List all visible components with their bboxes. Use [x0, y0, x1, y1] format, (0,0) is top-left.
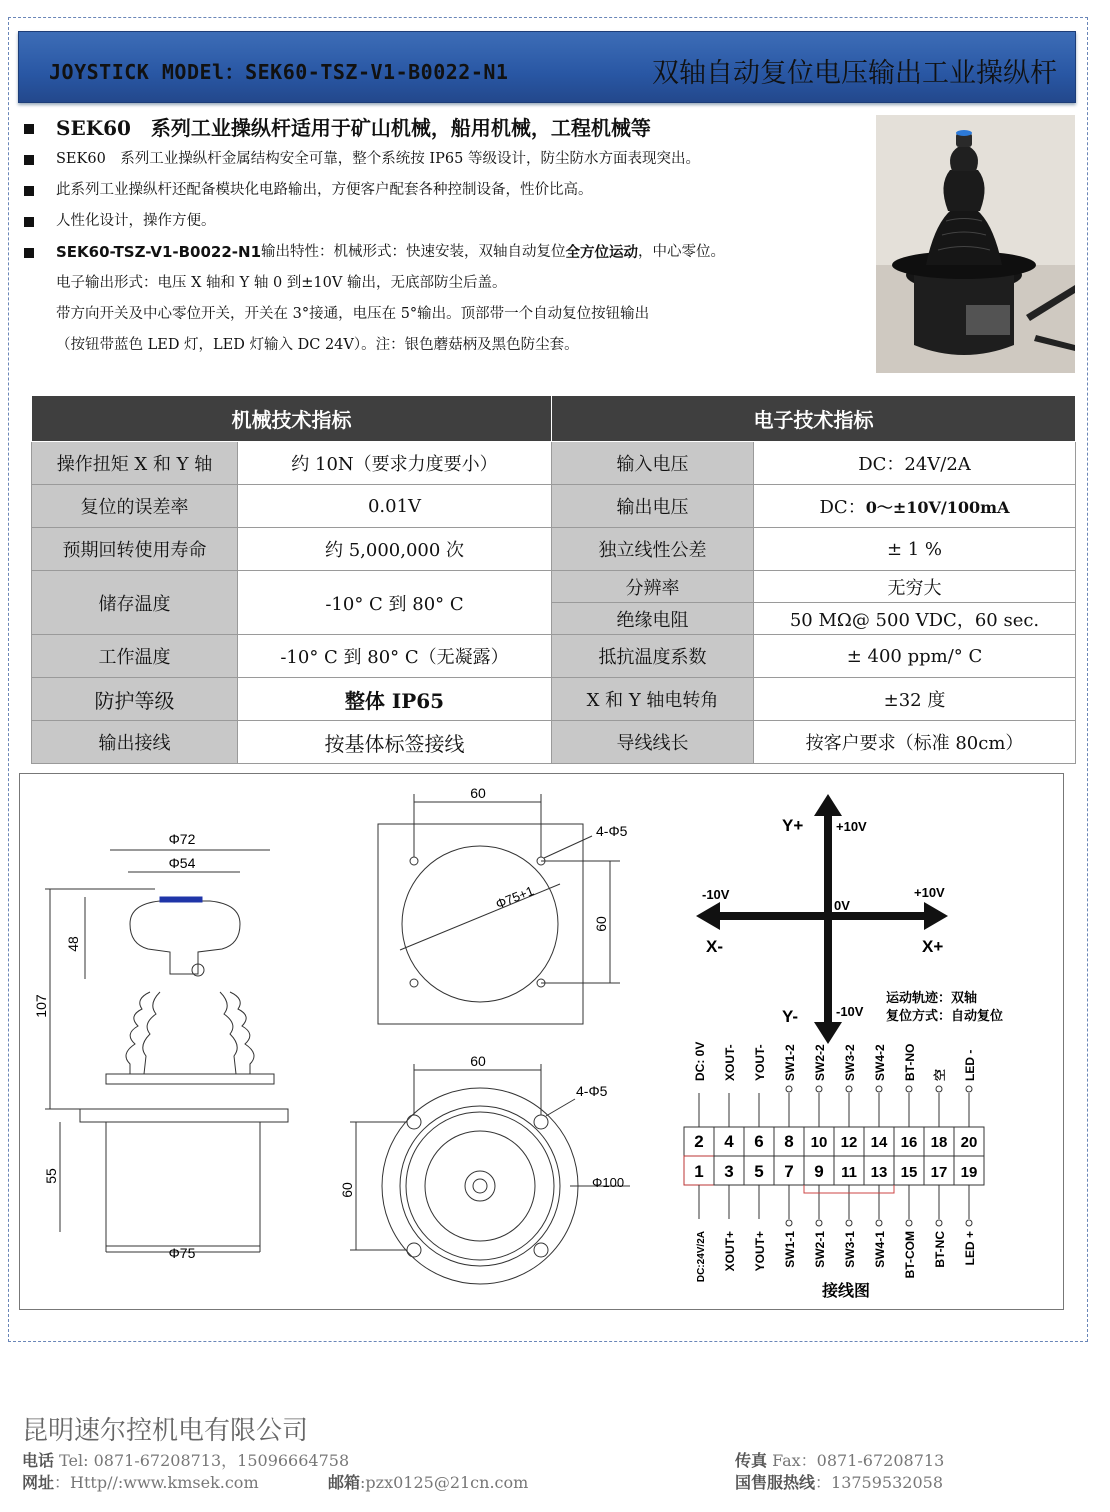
elec-value: 无穷大: [754, 571, 1076, 603]
axis-xplus-v: +10V: [914, 885, 945, 900]
terminal-node: [846, 1086, 852, 1092]
motion-label: 运动轨迹：双轴: [886, 990, 978, 1005]
mech-label: 操作扭矩 X 和 Y 轴: [32, 442, 238, 485]
model-inline: SEK60-TSZ-V1-B0022-N1: [56, 243, 262, 261]
company-name: 昆明速尔控机电有限公司: [22, 1416, 309, 1446]
mech-label: 储存温度: [32, 571, 238, 635]
detail-line-1: 电子输出形式：电压 X 轴和 Y 轴 0 到±10V 输出，无底部防尘后盖。: [56, 275, 507, 291]
table-row: [32, 485, 1076, 528]
table-row: [32, 678, 1076, 721]
axis-yminus: Y-: [782, 1007, 799, 1026]
wire-label-bottom: XOUT+: [723, 1231, 737, 1272]
wire-label-top: DC: 0V: [693, 1041, 707, 1081]
bullet-5: SEK60-TSZ-V1-B0022-N1 输出特性：机械形式：快速安装，双轴自动复位 全方位运动 ，中心零位。: [20, 237, 865, 268]
wire-label-bottom: SW1-1: [783, 1231, 797, 1268]
terminal-pin-bottom: 19: [960, 1164, 978, 1181]
elec-value: ± 400 ppm/° C: [754, 635, 1076, 678]
terminal-node: [876, 1220, 882, 1226]
product-photo: [876, 115, 1075, 373]
product-title: 双轴自动复位电压输出工业操纵杆: [652, 58, 1057, 89]
wire-label-bottom: SW3-1: [843, 1231, 857, 1268]
wiring-terminal-block: [684, 1042, 984, 1282]
dim-h60-top: 60: [593, 916, 609, 932]
terminal-pin-top: 4: [724, 1132, 734, 1151]
dim-d54: Φ54: [168, 855, 196, 871]
terminal-pin-bottom: 13: [870, 1164, 888, 1181]
footer-email[interactable]: 邮箱:pzx0125@21cn.com: [328, 1473, 529, 1492]
wire-label-bottom: SW4-1: [873, 1231, 887, 1268]
bullet-square-icon: [24, 155, 34, 165]
wire-label-bottom: DC:24V/2A: [696, 1231, 707, 1283]
dim-holes-top: 4-Φ5: [596, 823, 628, 839]
elec-label: 分辨率: [552, 571, 754, 603]
footer-phone: 电话 Tel: 0871-67208713，15096664758: [22, 1451, 350, 1470]
terminal-pin-top: 10: [810, 1134, 828, 1151]
elec-label: 输出电压: [552, 485, 754, 528]
terminal-pin-bottom: 3: [724, 1162, 734, 1181]
elec-label: 导线线长: [552, 721, 754, 764]
terminal-pin-bottom: 15: [900, 1164, 918, 1181]
mech-spec-header: 机械技术指标: [32, 396, 552, 442]
dim-w60-top: 60: [470, 785, 486, 801]
elec-label: 输入电压: [552, 442, 754, 485]
terminal-pin-bottom: 17: [930, 1164, 948, 1181]
elec-label: 绝缘电阻: [552, 603, 754, 635]
dim-w60-bottom: 60: [470, 1053, 486, 1069]
elec-value: DC：24V/2A: [754, 442, 1076, 485]
footer-website[interactable]: 网址：Http//:www.kmsek.com: [22, 1473, 259, 1492]
technical-drawing-panel: [19, 773, 1064, 1310]
dim-d72: Φ72: [168, 831, 196, 847]
axis-diagram: [696, 794, 948, 1044]
wiring-caption: 接线图: [821, 1283, 871, 1300]
axis-yplus-v: +10V: [836, 819, 867, 834]
wire-label-bottom: YOUT+: [753, 1231, 767, 1272]
mech-label: 复位的误差率: [32, 485, 238, 528]
terminal-node: [936, 1086, 942, 1092]
mech-value: 整体 IP65: [238, 678, 552, 721]
terminal-node: [816, 1220, 822, 1226]
mech-value: -10° C 到 80° C（无凝露）: [238, 635, 552, 678]
bullet-4: 人性化设计，操作方便。: [20, 206, 865, 237]
table-row: [32, 571, 1076, 603]
elec-value: DC：0～±10V/100mA: [754, 485, 1076, 528]
technical-drawing: [20, 774, 1065, 1311]
mech-value: 约 10N（要求力度要小）: [238, 442, 552, 485]
elec-value: ±32 度: [754, 678, 1076, 721]
dim-d75-top: Φ75+1: [493, 883, 536, 912]
terminal-pin-bottom: 5: [754, 1162, 764, 1181]
detail-line-2: 带方向开关及中心零位开关，开关在 3°接通，电压在 5°输出。顶部带一个自动复位按钮输出: [56, 306, 650, 322]
footer-hotline: 国售服热线：13759532058: [735, 1473, 943, 1492]
detail-line-3: （按钮带蓝色 LED 灯，LED 灯输入 DC 24V）。注：银色蘑菇柄及黑色防尘套。: [56, 337, 579, 353]
terminal-pin-top: 2: [694, 1132, 704, 1151]
terminal-pin-top: 20: [960, 1134, 978, 1151]
joystick-photo-illustration: [876, 115, 1075, 373]
terminal-node: [816, 1086, 822, 1092]
terminal-node: [936, 1220, 942, 1226]
wire-label-top: XOUT-: [723, 1044, 737, 1081]
wire-label-bottom: SW2-1: [813, 1231, 827, 1268]
dim-d75-side: Φ75: [168, 1245, 196, 1261]
wire-label-top: LED -: [963, 1049, 977, 1081]
mech-label: 输出接线: [32, 721, 238, 764]
elec-label: 独立线性公差: [552, 528, 754, 571]
terminal-node: [786, 1086, 792, 1092]
terminal-node: [966, 1220, 972, 1226]
axis-xplus: X+: [922, 937, 944, 956]
mech-value: -10° C 到 80° C: [238, 571, 552, 635]
elec-label: X 和 Y 轴电转角: [552, 678, 754, 721]
dim-h55: 55: [43, 1168, 59, 1184]
terminal-pin-top: 16: [900, 1134, 918, 1151]
elec-value: ± 1 %: [754, 528, 1076, 571]
spec-table: [31, 395, 1076, 764]
wire-label-top: BT-NO: [903, 1043, 917, 1081]
terminal-pin-bottom: 7: [784, 1162, 794, 1181]
terminal-pin-top: 14: [870, 1134, 888, 1151]
bullet-2: SEK60 系列工业操纵杆金属结构安全可靠，整个系统按 IP65 等级设计，防尘防水方面表现突出。: [20, 144, 865, 175]
axis-xminus-v: -10V: [702, 887, 730, 902]
mech-label: 预期回转使用寿命: [32, 528, 238, 571]
terminal-node: [846, 1220, 852, 1226]
axis-xminus: X-: [706, 937, 723, 956]
table-row: [32, 635, 1076, 678]
table-row: [32, 721, 1076, 764]
terminal-pin-bottom: 9: [814, 1162, 824, 1181]
dim-h60-bottom: 60: [339, 1182, 355, 1198]
bullet-3: 此系列工业操纵杆还配备模块化电路输出，方便客户配套各种控制设备，性价比高。: [20, 175, 865, 206]
terminal-pin-bottom: 11: [841, 1164, 857, 1181]
mech-label: 防护等级: [32, 678, 238, 721]
table-row: [32, 442, 1076, 485]
terminal-node: [906, 1086, 912, 1092]
table-row: [32, 528, 1076, 571]
bullet-square-icon: [24, 248, 34, 258]
dim-d100: Φ100: [592, 1175, 625, 1190]
intro-bullets: [20, 113, 865, 361]
elec-value: 50 MΩ@ 500 VDC，60 sec.: [754, 603, 1076, 635]
wire-label-top: YOUT-: [753, 1044, 767, 1081]
terminal-node: [786, 1220, 792, 1226]
title-banner: [18, 31, 1076, 103]
terminal-node: [906, 1220, 912, 1226]
terminal-pin-top: 12: [840, 1134, 858, 1151]
terminal-pin-bottom: 1: [694, 1162, 704, 1181]
axis-zero: 0V: [834, 898, 850, 913]
model-number: JOYSTICK MODEl：SEK60-TSZ-V1-B0022-N1: [49, 60, 509, 84]
wire-label-bottom: LED +: [963, 1231, 977, 1266]
wire-label-top: SW3-2: [843, 1044, 857, 1081]
bullet-square-icon: [24, 124, 34, 134]
terminal-pin-top: 18: [930, 1134, 948, 1151]
wire-label-bottom: BT-NC: [933, 1231, 947, 1268]
elec-label: 抵抗温度系数: [552, 635, 754, 678]
mech-value: 0.01V: [238, 485, 552, 528]
bullet-1: SEK60 系列工业操纵杆适用于矿山机械，船用机械，工程机械等: [20, 113, 865, 144]
footer-fax: 传真 Fax：0871-67208713: [735, 1451, 945, 1470]
terminal-pin-top: 6: [754, 1132, 764, 1151]
terminal-node: [876, 1086, 882, 1092]
bullet-square-icon: [24, 186, 34, 196]
axis-yplus: Y+: [782, 816, 804, 835]
wire-label-top: SW1-2: [783, 1044, 797, 1081]
terminal-node: [966, 1086, 972, 1092]
dim-h107: 107: [33, 994, 49, 1018]
mech-value: 约 5,000,000 次: [238, 528, 552, 571]
reset-label: 复位方式：自动复位: [886, 1008, 1004, 1023]
terminal-pin-top: 8: [784, 1132, 794, 1151]
mech-label: 工作温度: [32, 635, 238, 678]
mech-value: 按基体标签接线: [238, 721, 552, 764]
wire-label-top: SW2-2: [813, 1044, 827, 1081]
wire-label-bottom: BT-COM: [903, 1231, 917, 1279]
elec-value: 按客户要求（标准 80cm）: [754, 721, 1076, 764]
wire-label-top: SW4-2: [873, 1044, 887, 1081]
dim-holes-bottom: 4-Φ5: [576, 1083, 608, 1099]
elec-spec-header: 电子技术指标: [552, 396, 1076, 442]
bullet-square-icon: [24, 217, 34, 227]
axis-yminus-v: -10V: [836, 1004, 864, 1019]
wire-label-top: 空: [933, 1068, 947, 1081]
side-view: [45, 850, 288, 1252]
dim-h48: 48: [65, 936, 81, 952]
